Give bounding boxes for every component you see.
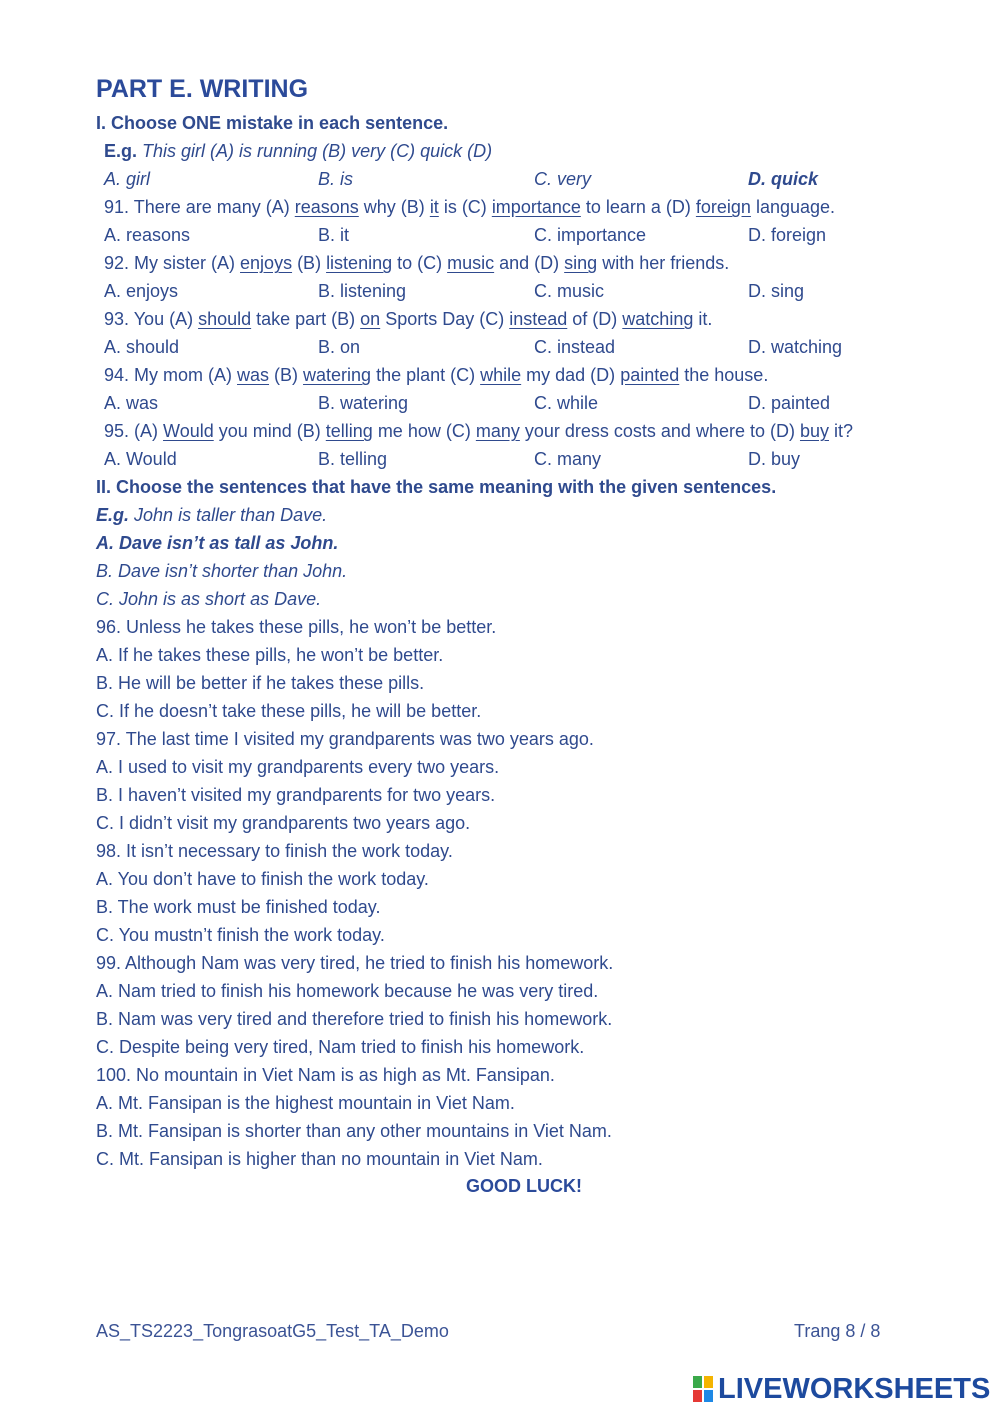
section-2-heading: II. Choose the sentences that have the same meaning with the given sentences. bbox=[96, 477, 777, 497]
sentence-text: the plant (C) bbox=[371, 365, 481, 385]
meaning-option-b[interactable]: B. He will be better if he takes these pills. bbox=[96, 673, 425, 693]
sentence-text: take part (B) bbox=[251, 309, 361, 329]
underlined-word: Would bbox=[163, 421, 214, 441]
meaning-option-a[interactable]: A. If he takes these pills, he won’t be better. bbox=[96, 645, 444, 665]
answer-options bbox=[104, 448, 884, 470]
answer-option-d[interactable]: D. foreign bbox=[748, 225, 827, 245]
footer-page-number: Trang 8 / 8 bbox=[794, 1321, 881, 1341]
answer-option-c[interactable]: C. importance bbox=[534, 225, 647, 245]
meaning-question-prompt: 100. No mountain in Viet Nam is as high as Mt. Fansipan. bbox=[96, 1065, 555, 1085]
mistake-question bbox=[104, 308, 712, 330]
mistake-question bbox=[104, 252, 729, 274]
example-option-b: B. is bbox=[318, 169, 354, 189]
meaning-question-prompt: 96. Unless he takes these pills, he won’t be better. bbox=[96, 617, 497, 637]
answer-option-b[interactable]: B. watering bbox=[318, 393, 409, 413]
answer-option-c[interactable]: C. instead bbox=[534, 337, 616, 357]
answer-option-d[interactable]: D. sing bbox=[748, 281, 805, 301]
sentence-text: is (C) bbox=[438, 197, 492, 217]
answer-option-b[interactable]: B. listening bbox=[318, 281, 407, 301]
sentence-text: and (D) bbox=[494, 253, 565, 273]
answer-option-d[interactable]: D. painted bbox=[748, 393, 831, 413]
meaning-option-a[interactable]: A. You don’t have to finish the work today. bbox=[96, 869, 429, 889]
closing-text: GOOD LUCK! bbox=[466, 1176, 582, 1196]
answer-option-b[interactable]: B. on bbox=[318, 337, 361, 357]
answer-option-a[interactable]: A. reasons bbox=[104, 225, 191, 245]
underlined-word: reasons bbox=[294, 197, 359, 217]
example-sentence: John is taller than Dave. bbox=[134, 505, 328, 525]
underlined-word: buy bbox=[799, 421, 829, 441]
example-options bbox=[104, 168, 884, 190]
underlined-word: listening bbox=[326, 253, 393, 273]
sentence-text: 91. There are many (A) bbox=[104, 197, 295, 217]
sentence-text: to learn a (D) bbox=[580, 197, 696, 217]
sentence-text: why (B) bbox=[358, 197, 430, 217]
sentence-text: the house. bbox=[679, 365, 769, 385]
underlined-word: sing bbox=[564, 253, 598, 273]
answer-option-b[interactable]: B. telling bbox=[318, 449, 388, 469]
meaning-option-c[interactable]: C. I didn’t visit my grandparents two years ago. bbox=[96, 813, 471, 833]
sentence-text: my dad (D) bbox=[521, 365, 621, 385]
sentence-text: (B) bbox=[292, 253, 327, 273]
answer-options bbox=[104, 224, 884, 246]
underlined-word: instead bbox=[509, 309, 568, 329]
example-option-b: B. Dave isn’t shorter than John. bbox=[96, 561, 348, 581]
sentence-text: Sports Day (C) bbox=[380, 309, 510, 329]
sentence-text: 95. (A) bbox=[104, 421, 164, 441]
meaning-option-b[interactable]: B. I haven’t visited my grandparents for two years. bbox=[96, 785, 496, 805]
meaning-question-prompt: 99. Although Nam was very tired, he tried to finish his homework. bbox=[96, 953, 614, 973]
sentence-text: language. bbox=[750, 197, 836, 217]
sentence-text: your dress costs and where to (D) bbox=[519, 421, 800, 441]
answer-option-a[interactable]: A. should bbox=[104, 337, 180, 357]
meaning-option-c[interactable]: C. Mt. Fansipan is higher than no mountain in Viet Nam. bbox=[96, 1149, 543, 1169]
sentence-text: me how (C) bbox=[372, 421, 476, 441]
mistake-question bbox=[104, 420, 853, 442]
answer-option-a[interactable]: A. was bbox=[104, 393, 159, 413]
page-title: PART E. WRITING bbox=[96, 75, 309, 103]
sentence-text: to (C) bbox=[392, 253, 448, 273]
meaning-option-b[interactable]: B. Nam was very tired and therefore tried to finish his homework. bbox=[96, 1009, 613, 1029]
answer-option-c[interactable]: C. music bbox=[534, 281, 605, 301]
underlined-word: watering bbox=[303, 365, 372, 385]
underlined-word: many bbox=[475, 421, 520, 441]
answer-option-c[interactable]: C. many bbox=[534, 449, 602, 469]
answer-options bbox=[104, 392, 884, 414]
answer-option-d[interactable]: D. buy bbox=[748, 449, 801, 469]
underlined-word: should bbox=[198, 309, 252, 329]
answer-option-b[interactable]: B. it bbox=[318, 225, 350, 245]
underlined-word: music bbox=[447, 253, 495, 273]
section-1-example bbox=[104, 140, 492, 162]
answer-options bbox=[104, 336, 884, 358]
meaning-option-c[interactable]: C. You mustn’t finish the work today. bbox=[96, 925, 385, 945]
logo-text: LIVEWORKSHEETS bbox=[718, 1372, 991, 1405]
underlined-word: while bbox=[480, 365, 522, 385]
logo-blocks-icon bbox=[692, 1375, 714, 1403]
meaning-question-prompt: 98. It isn’t necessary to finish the work today. bbox=[96, 841, 453, 861]
section-1-heading: I. Choose ONE mistake in each sentence. bbox=[96, 113, 449, 133]
meaning-option-b[interactable]: B. Mt. Fansipan is shorter than any other mountains in Viet Nam. bbox=[96, 1121, 612, 1141]
example-answer-a: A. Dave isn’t as tall as John. bbox=[96, 533, 339, 553]
meaning-option-c[interactable]: C. If he doesn’t take these pills, he will be better. bbox=[96, 701, 482, 721]
sentence-text: 92. My sister (A) bbox=[104, 253, 241, 273]
underlined-word: foreign bbox=[695, 197, 751, 217]
sentence-text: it? bbox=[829, 421, 854, 441]
underlined-word: telling bbox=[325, 421, 373, 441]
example-prefix: E.g. bbox=[104, 141, 138, 161]
sentence-text: it. bbox=[693, 309, 713, 329]
underlined-word: enjoys bbox=[240, 253, 293, 273]
answer-options bbox=[104, 280, 884, 302]
footer-doc-code: AS_TS2223_TongrasoatG5_Test_TA_Demo bbox=[96, 1321, 449, 1341]
sentence-text: of (D) bbox=[567, 309, 623, 329]
underlined-word: it bbox=[429, 197, 439, 217]
answer-option-a[interactable]: A. Would bbox=[104, 449, 177, 469]
underlined-word: painted bbox=[620, 365, 680, 385]
underlined-word: was bbox=[237, 365, 270, 385]
section-2-example bbox=[96, 504, 327, 526]
example-prefix: E.g. bbox=[96, 505, 130, 525]
meaning-question-prompt: 97. The last time I visited my grandparents was two years ago. bbox=[96, 729, 594, 749]
underlined-word: watching bbox=[622, 309, 694, 329]
sentence-text: 93. You (A) bbox=[104, 309, 199, 329]
underlined-word: on bbox=[360, 309, 381, 329]
example-option-c: C. John is as short as Dave. bbox=[96, 589, 322, 609]
meaning-option-a[interactable]: A. Nam tried to finish his homework because he was very tired. bbox=[96, 981, 599, 1001]
example-option-d-answer: D. quick bbox=[748, 169, 819, 189]
example-sentence: This girl (A) is running (B) very (C) quick (D) bbox=[142, 141, 493, 161]
mistake-question bbox=[104, 196, 835, 218]
sentence-text: with her friends. bbox=[597, 253, 730, 273]
sentence-text: (B) bbox=[269, 365, 304, 385]
liveworksheets-logo bbox=[692, 1372, 990, 1406]
sentence-text: you mind (B) bbox=[213, 421, 326, 441]
example-option-c: C. very bbox=[534, 169, 592, 189]
underlined-word: importance bbox=[491, 197, 581, 217]
answer-option-d[interactable]: D. watching bbox=[748, 337, 843, 357]
meaning-option-a[interactable]: A. I used to visit my grandparents every two years. bbox=[96, 757, 500, 777]
answer-option-c[interactable]: C. while bbox=[534, 393, 599, 413]
example-option-a: A. girl bbox=[104, 169, 151, 189]
meaning-option-b[interactable]: B. The work must be finished today. bbox=[96, 897, 381, 917]
meaning-option-c[interactable]: C. Despite being very tired, Nam tried to finish his homework. bbox=[96, 1037, 585, 1057]
meaning-option-a[interactable]: A. Mt. Fansipan is the highest mountain in Viet Nam. bbox=[96, 1093, 515, 1113]
mistake-question bbox=[104, 364, 768, 386]
answer-option-a[interactable]: A. enjoys bbox=[104, 281, 179, 301]
sentence-text: 94. My mom (A) bbox=[104, 365, 238, 385]
